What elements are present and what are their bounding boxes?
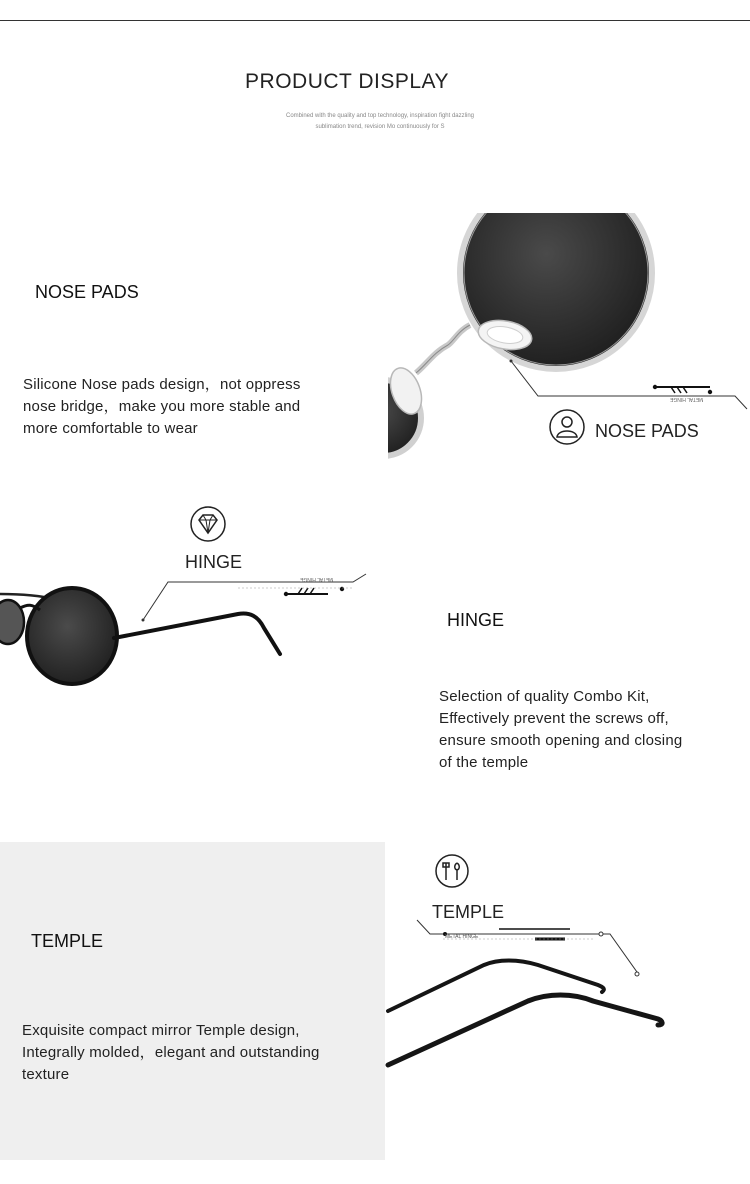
- top-divider: [0, 20, 750, 21]
- hinge-description: [439, 686, 739, 774]
- temple-desc-line: Exquisite compact mirror Temple design,: [22, 1022, 300, 1039]
- nose-pads-callout-small-text: METAL HINGE: [670, 396, 704, 402]
- hinge-desc-line: of the temple: [439, 754, 529, 771]
- temple-product-image: [388, 955, 750, 1075]
- subtitle-line-1: Combined with the quality and top technology, inspiration fight dazzling: [285, 113, 474, 119]
- nose-pads-desc-line: more comfortable to wear: [23, 420, 198, 437]
- hinge-product-image: [0, 580, 300, 700]
- person-icon: [548, 408, 586, 446]
- temple-callout-small-text: METAL HINGE: [445, 934, 479, 940]
- page-title: PRODUCT DISPLAY: [245, 70, 449, 93]
- nose-pads-desc-line: nose bridge，make you more stable and: [23, 398, 301, 415]
- hinge-desc-line: Selection of quality Combo Kit,: [439, 688, 650, 705]
- nose-pads-callout-lines: [505, 355, 750, 415]
- nose-pads-heading: NOSE PADS: [35, 282, 139, 302]
- nose-pads-callout-label: NOSE PADS: [595, 421, 699, 441]
- hinge-callout-small-text: METAL HINGE: [300, 576, 334, 582]
- nose-pads-description: [23, 374, 353, 440]
- temple-description: [22, 1020, 367, 1086]
- nose-pads-desc-line: Silicone Nose pads design，not oppress: [23, 376, 301, 393]
- page-subtitle: [270, 111, 490, 133]
- nose-pads-product-image: [388, 213, 750, 488]
- temple-desc-line: Integrally molded，elegant and outstanding: [22, 1044, 320, 1061]
- tools-icon: [434, 853, 470, 889]
- temple-panel: [0, 842, 385, 1160]
- temple-heading: TEMPLE: [31, 931, 104, 951]
- hinge-callout-label: HINGE: [185, 552, 243, 572]
- hinge-desc-line: ensure smooth opening and closing: [439, 732, 683, 749]
- temple-callout-label: TEMPLE: [432, 902, 505, 922]
- hinge-heading: HINGE: [447, 610, 505, 630]
- hinge-desc-line: Effectively prevent the screws off,: [439, 710, 669, 727]
- temple-desc-line: texture: [22, 1066, 70, 1083]
- diamond-icon: [189, 505, 227, 543]
- subtitle-line-2: sublimation trend, revision Mo continuously for S: [315, 124, 445, 130]
